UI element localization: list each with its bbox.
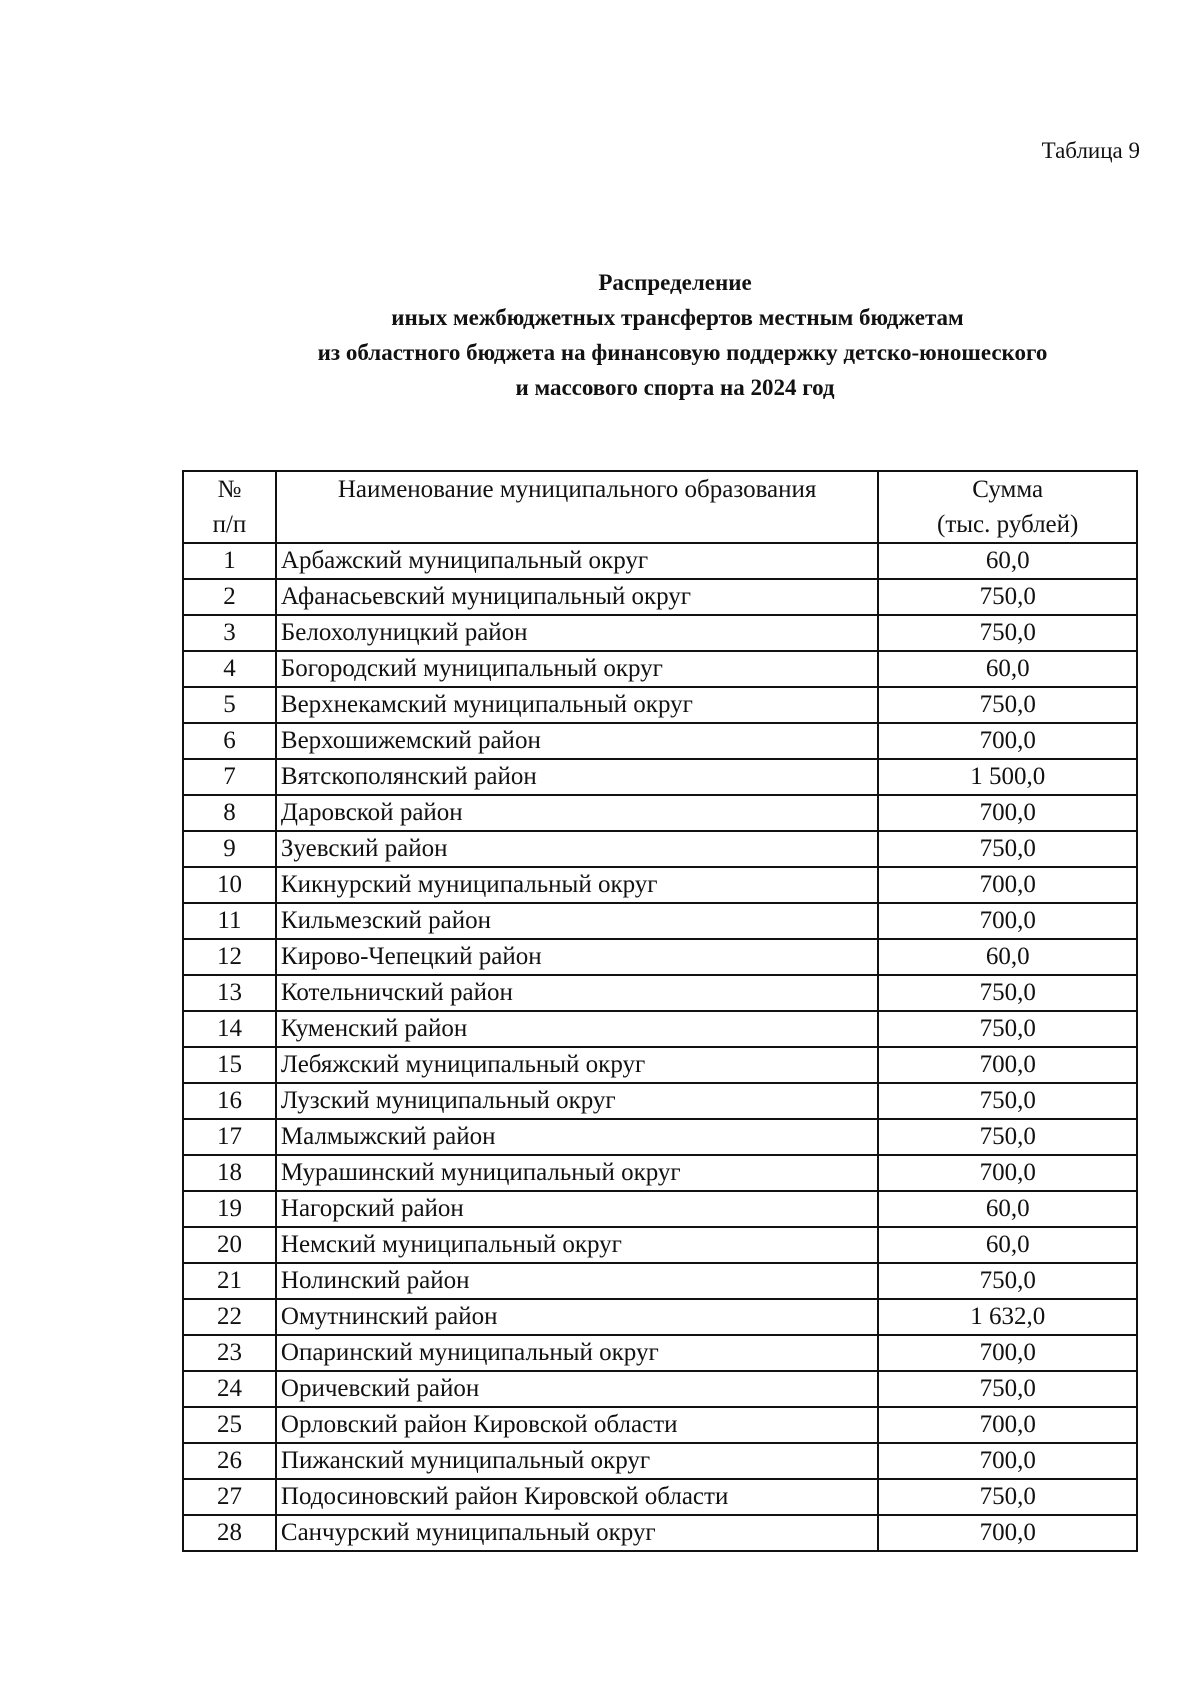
row-number-cell: 11	[183, 903, 276, 939]
amount-cell: 750,0	[878, 687, 1137, 723]
municipality-name-cell: Верхнекамский муниципальный округ	[276, 687, 878, 723]
amount-cell: 1 632,0	[878, 1299, 1137, 1335]
table-row	[183, 1191, 1137, 1227]
row-number-cell: 2	[183, 579, 276, 615]
municipality-name-cell: Лебяжский муниципальный округ	[276, 1047, 878, 1083]
row-number-cell: 5	[183, 687, 276, 723]
municipality-name-cell: Кикнурский муниципальный округ	[276, 867, 878, 903]
table-row	[183, 1407, 1137, 1443]
row-number-cell: 22	[183, 1299, 276, 1335]
table-row	[183, 1011, 1137, 1047]
municipality-name-cell: Белохолуницкий район	[276, 615, 878, 651]
header-number	[183, 471, 276, 543]
table-row	[183, 831, 1137, 867]
table-row	[183, 651, 1137, 687]
amount-cell: 60,0	[878, 1191, 1137, 1227]
table-row	[183, 1083, 1137, 1119]
header-number-line-1: №	[217, 476, 242, 503]
row-number-cell: 27	[183, 1479, 276, 1515]
table-row	[183, 1119, 1137, 1155]
amount-cell: 700,0	[878, 1155, 1137, 1191]
municipality-name-cell: Мурашинский муниципальный округ	[276, 1155, 878, 1191]
amount-cell: 750,0	[878, 579, 1137, 615]
municipality-name-cell: Нагорский район	[276, 1191, 878, 1227]
municipality-name-cell: Пижанский муниципальный округ	[276, 1443, 878, 1479]
amount-cell: 700,0	[878, 723, 1137, 759]
municipality-name-cell: Лузский муниципальный округ	[276, 1083, 878, 1119]
amount-cell: 750,0	[878, 1011, 1137, 1047]
municipality-name-cell: Омутнинский район	[276, 1299, 878, 1335]
municipality-name-cell: Орловский район Кировской области	[276, 1407, 878, 1443]
amount-cell: 60,0	[878, 1227, 1137, 1263]
municipality-name-cell: Верхошижемский район	[276, 723, 878, 759]
municipality-name-cell: Кильмезский район	[276, 903, 878, 939]
table-header-row	[183, 471, 1137, 543]
amount-cell: 750,0	[878, 615, 1137, 651]
header-number-line-2: п/п	[212, 511, 247, 538]
amount-cell: 700,0	[878, 795, 1137, 831]
row-number-cell: 16	[183, 1083, 276, 1119]
amount-cell: 750,0	[878, 1479, 1137, 1515]
amount-cell: 700,0	[878, 903, 1137, 939]
table-row	[183, 975, 1137, 1011]
row-number-cell: 4	[183, 651, 276, 687]
municipality-name-cell: Богородский муниципальный округ	[276, 651, 878, 687]
municipality-name-cell: Кирово-Чепецкий район	[276, 939, 878, 975]
row-number-cell: 19	[183, 1191, 276, 1227]
header-sum	[878, 471, 1137, 543]
municipality-name-cell: Малмыжский район	[276, 1119, 878, 1155]
title-line-4: и массового спорта на 2024 год	[515, 375, 835, 400]
row-number-cell: 24	[183, 1371, 276, 1407]
amount-cell: 700,0	[878, 867, 1137, 903]
title-line-1: Распределение	[598, 270, 752, 295]
row-number-cell: 25	[183, 1407, 276, 1443]
header-sum-line-1: Сумма	[972, 476, 1044, 503]
municipality-name-cell: Вятскополянский район	[276, 759, 878, 795]
row-number-cell: 3	[183, 615, 276, 651]
amount-cell: 60,0	[878, 939, 1137, 975]
row-number-cell: 8	[183, 795, 276, 831]
table-row	[183, 1047, 1137, 1083]
title-line-3: из областного бюджета на финансовую поддержку детско-юношеского	[317, 340, 1048, 365]
row-number-cell: 1	[183, 543, 276, 579]
table-number-label: Таблица 9	[1041, 138, 1140, 163]
row-number-cell: 28	[183, 1515, 276, 1551]
amount-cell: 750,0	[878, 975, 1137, 1011]
row-number-cell: 14	[183, 1011, 276, 1047]
table-row	[183, 759, 1137, 795]
table-row	[183, 1299, 1137, 1335]
amount-cell: 750,0	[878, 1119, 1137, 1155]
table-body	[183, 543, 1137, 1551]
table-row	[183, 687, 1137, 723]
document-title	[0, 265, 1200, 405]
row-number-cell: 15	[183, 1047, 276, 1083]
municipality-name-cell: Санчурский муниципальный округ	[276, 1515, 878, 1551]
row-number-cell: 13	[183, 975, 276, 1011]
title-line-2: иных межбюджетных трансфертов местным бюджетам	[391, 305, 964, 330]
amount-cell: 700,0	[878, 1047, 1137, 1083]
amount-cell: 700,0	[878, 1407, 1137, 1443]
amount-cell: 1 500,0	[878, 759, 1137, 795]
table-row	[183, 1515, 1137, 1551]
amount-cell: 60,0	[878, 543, 1137, 579]
table-row	[183, 867, 1137, 903]
row-number-cell: 17	[183, 1119, 276, 1155]
municipality-name-cell: Арбажский муниципальный округ	[276, 543, 878, 579]
header-sum-line-2: (тыс. рублей)	[937, 511, 1079, 538]
municipality-name-cell: Оричевский район	[276, 1371, 878, 1407]
row-number-cell: 10	[183, 867, 276, 903]
table-row	[183, 939, 1137, 975]
amount-cell: 750,0	[878, 831, 1137, 867]
table-row	[183, 1155, 1137, 1191]
municipality-name-cell: Нолинский район	[276, 1263, 878, 1299]
municipality-name-cell: Подосиновский район Кировской области	[276, 1479, 878, 1515]
distribution-table	[182, 470, 1138, 1552]
table-row	[183, 1335, 1137, 1371]
municipality-name-cell: Афанасьевский муниципальный округ	[276, 579, 878, 615]
header-name	[276, 471, 878, 543]
row-number-cell: 12	[183, 939, 276, 975]
municipality-name-cell: Зуевский район	[276, 831, 878, 867]
row-number-cell: 18	[183, 1155, 276, 1191]
amount-cell: 750,0	[878, 1083, 1137, 1119]
table-row	[183, 543, 1137, 579]
table-row	[183, 1227, 1137, 1263]
row-number-cell: 6	[183, 723, 276, 759]
municipality-name-cell: Куменский район	[276, 1011, 878, 1047]
table-row	[183, 1371, 1137, 1407]
amount-cell: 750,0	[878, 1263, 1137, 1299]
row-number-cell: 23	[183, 1335, 276, 1371]
amount-cell: 700,0	[878, 1335, 1137, 1371]
amount-cell: 750,0	[878, 1371, 1137, 1407]
row-number-cell: 26	[183, 1443, 276, 1479]
table-row	[183, 1263, 1137, 1299]
table-row	[183, 795, 1137, 831]
row-number-cell: 9	[183, 831, 276, 867]
amount-cell: 700,0	[878, 1443, 1137, 1479]
row-number-cell: 21	[183, 1263, 276, 1299]
table-row	[183, 579, 1137, 615]
row-number-cell: 7	[183, 759, 276, 795]
municipality-name-cell: Немский муниципальный округ	[276, 1227, 878, 1263]
table-row	[183, 1443, 1137, 1479]
municipality-name-cell: Опаринский муниципальный округ	[276, 1335, 878, 1371]
municipality-name-cell: Котельничский район	[276, 975, 878, 1011]
table-row	[183, 615, 1137, 651]
header-name-text: Наименование муниципального образования	[337, 476, 817, 503]
amount-cell: 700,0	[878, 1515, 1137, 1551]
amount-cell: 60,0	[878, 651, 1137, 687]
table-row	[183, 1479, 1137, 1515]
municipality-name-cell: Даровской район	[276, 795, 878, 831]
table-row	[183, 903, 1137, 939]
row-number-cell: 20	[183, 1227, 276, 1263]
table-row	[183, 723, 1137, 759]
